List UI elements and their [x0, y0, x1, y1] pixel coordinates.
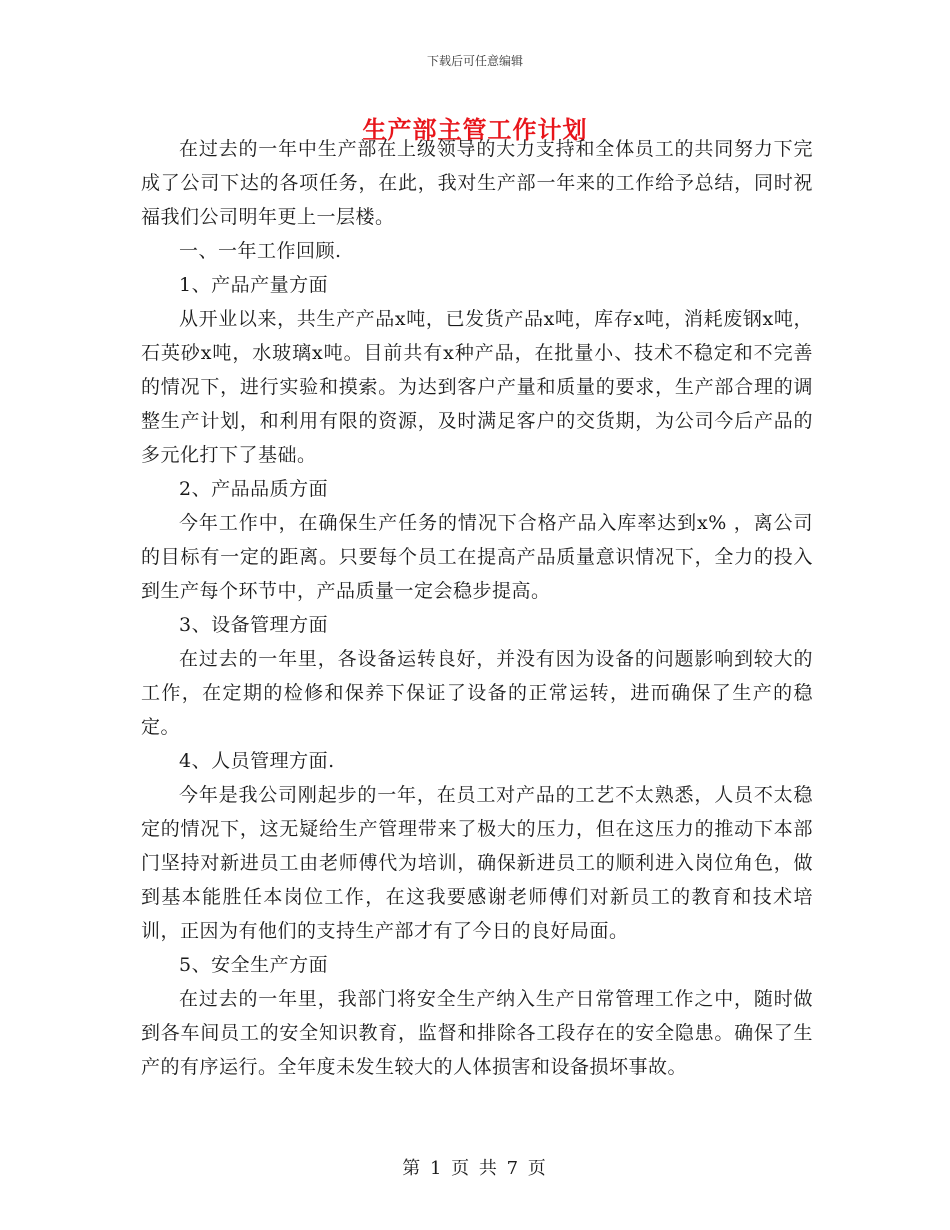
subheading-output: 1、产品产量方面 — [179, 274, 329, 296]
paragraph-equipment: 在过去的一年里，各设备运转良好，并没有因为设备的问题影响到较大的工作，在定期的检修和保养下保证了设备的正常运转，进而确保了生产的稳定。 — [141, 648, 813, 738]
header-note: 下载后可任意编辑 — [426, 54, 523, 68]
paragraph-intro: 在过去的一年中生产部在上级领导的大力支持和全体员工的共同努力下完成了公司下达的各项任务，在此，我对生产部一年来的工作给予总结，同时祝福我们公司明年更上一层楼。 — [141, 138, 813, 228]
document-body — [141, 132, 813, 1084]
section-heading-review: 一、一年工作回顾. — [179, 240, 342, 262]
subheading-equipment: 3、设备管理方面 — [179, 614, 329, 636]
paragraph-quality: 今年工作中，在确保生产任务的情况下合格产品入库率达到x% ，离公司的目标有一定的距离。只要每个员工在提高产品质量意识情况下，全力的投入到生产每个环节中，产品质量一定会稳步提高。 — [141, 512, 813, 602]
paragraph-safety: 在过去的一年里，我部门将安全生产纳入生产日常管理工作之中，随时做到各车间员工的安全知识教育，监督和排除各工段存在的安全隐患。确保了生产的有序运行。全年度未发生较大的人体损害和设备损坏事故。 — [141, 988, 813, 1078]
subheading-quality: 2、产品品质方面 — [179, 478, 329, 500]
paragraph-output: 从开业以来，共生产产品x吨，已发货产品x吨，库存x吨，消耗废钢x吨，石英砂x吨，水玻璃x吨。目前共有x种产品，在批量小、技术不稳定和不完善的情况下，进行实验和摸索。为达到客户产量和质量的要求，生产部合理的调整生产计划，和利用有限的资源，及时满足客户的交货期，为公司今后产品的多元化打下了基础。 — [141, 308, 813, 466]
subheading-personnel: 4、人员管理方面. — [179, 750, 335, 772]
paragraph-personnel: 今年是我公司刚起步的一年，在员工对产品的工艺不太熟悉，人员不太稳定的情况下，这无疑给生产管理带来了极大的压力，但在这压力的推动下本部门坚持对新进员工由老师傅代为培训，确保新进员工的顺利进入岗位角色，做到基本能胜任本岗位工作，在这我要感谢老师傅们对新员工的教育和技术培训，正因为有他们的支持生产部才有了今日的良好局面。 — [141, 784, 813, 942]
document-title: 生产部主管工作计划 — [362, 116, 588, 144]
page-number-footer: 第 1 页 共 7 页 — [402, 1158, 548, 1179]
subheading-safety: 5、安全生产方面 — [179, 954, 329, 976]
